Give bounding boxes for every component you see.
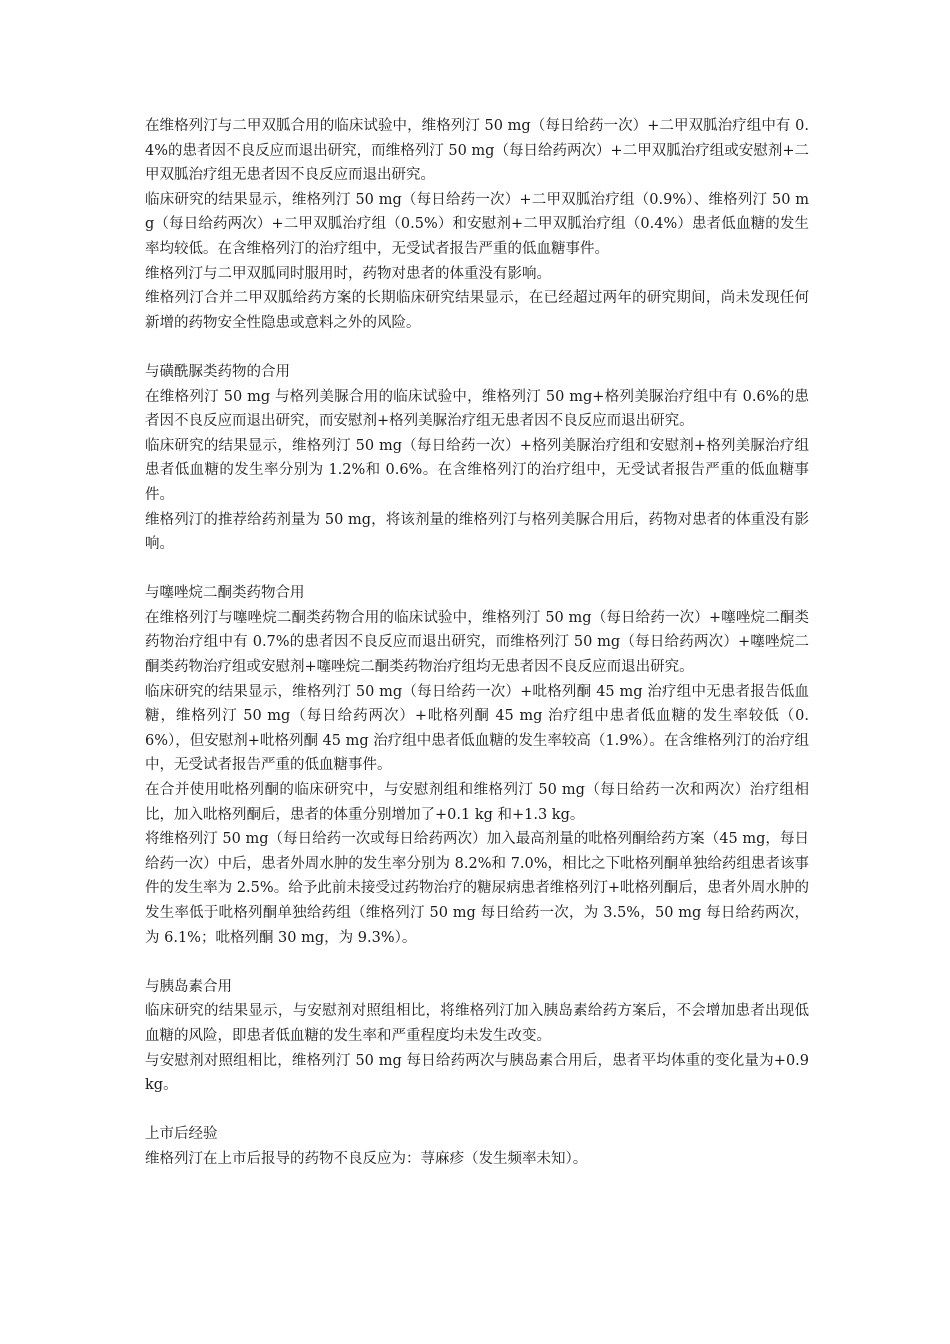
section-insulin [145, 975, 809, 1098]
paragraph: 与安慰剂对照组相比，维格列汀 50 mg 每日给药两次与胰岛素合用后，患者平均体重的变化量为+0.9 kg。 [145, 1052, 809, 1094]
section-heading: 上市后经验 [145, 1126, 218, 1143]
section-thiazolidinedione [145, 581, 809, 950]
paragraph: 维格列汀与二甲双胍同时服用时，药物对患者的体重没有影响。 [145, 265, 551, 282]
paragraph: 临床研究的结果显示，维格列汀 50 mg（每日给药一次）+二甲双胍治疗组（0.9%）、维格列汀 50 mg（每日给药两次）+二甲双胍治疗组（0.5%）和安慰剂+二甲双胍治疗组（0.4%）患者低血糖的发生率均较低。在含维格列汀的治疗组中，无受试者报告严重的低血糖事件。 [145, 191, 809, 257]
paragraph: 将维格列汀 50 mg（每日给药一次或每日给药两次）加入最高剂量的吡格列酮给药方案（45 mg，每日给药一次）中后，患者外周水肿的发生率分别为 8.2%和 7.0%，相比之下吡格列酮单独给药组患者该事件的发生率为 2.5%。给予此前未接受过药物治疗的糖尿病患者维格列汀+吡格列酮后，患者外周水肿的发生率低于吡格列酮单独给药组（维格列汀 50 mg 每日给药一次，为 3.5%，50 mg 每日给药两次，为 6.1%；吡格列酮 30 mg，为 9.3%）。 [145, 831, 809, 946]
paragraph: 在维格列汀与二甲双胍合用的临床试验中，维格列汀 50 mg（每日给药一次）+二甲双胍治疗组中有 0.4%的患者因不良反应而退出研究，而维格列汀 50 mg（每日给药两次）+二甲双胍治疗组或安慰剂+二甲双胍治疗组无患者因不良反应而退出研究。 [145, 118, 809, 184]
paragraph: 维格列汀在上市后报导的药物不良反应为：荨麻疹（发生频率未知）。 [145, 1150, 588, 1167]
section-heading: 与胰岛素合用 [145, 978, 232, 995]
paragraph: 临床研究的结果显示，维格列汀 50 mg（每日给药一次）+吡格列酮 45 mg 治疗组中无患者报告低血糖，维格列汀 50 mg（每日给药两次）+吡格列酮 45 mg 治疗组中患者低血糖的发生率较低（0.6%），但安慰剂+吡格列酮 45 mg 治疗组中患者低血糖的发生率较高（1.9%）。在含维格列汀的治疗组中，无受试者报告严重的低血糖事件。 [145, 683, 809, 774]
paragraph: 维格列汀的推荐给药剂量为 50 mg，将该剂量的维格列汀与格列美脲合用后，药物对患者的体重没有影响。 [145, 511, 809, 553]
paragraph: 在合并使用吡格列酮的临床研究中，与安慰剂组和维格列汀 50 mg（每日给药一次和两次）治疗组相比，加入吡格列酮后，患者的体重分别增加了+0.1 kg 和+1.3 kg。 [145, 782, 809, 823]
paragraph: 临床研究的结果显示，维格列汀 50 mg（每日给药一次）+格列美脲治疗组和安慰剂+格列美脲治疗组患者低血糖的发生率分别为 1.2%和 0.6%。在含维格列汀的治疗组中，无受试者报告严重的低血糖事件。 [145, 437, 809, 503]
paragraph: 在维格列汀 50 mg 与格列美脲合用的临床试验中，维格列汀 50 mg+格列美脲治疗组中有 0.6%的患者因不良反应而退出研究，而安慰剂+格列美脲治疗组无患者因不良反应而退出研究。 [145, 388, 809, 430]
section-postmarketing [145, 1122, 809, 1171]
section-spacer [145, 335, 809, 360]
document-body [145, 114, 809, 1172]
section-spacer [145, 950, 809, 975]
paragraph: 在维格列汀与噻唑烷二酮类药物合用的临床试验中，维格列汀 50 mg（每日给药一次）+噻唑烷二酮类药物治疗组中有 0.7%的患者因不良反应而退出研究，而维格列汀 50 mg（每日给药两次）+噻唑烷二酮类药物治疗组或安慰剂+噻唑烷二酮类药物治疗组均无患者因不良反应而退出研究。 [145, 609, 809, 676]
section-sulfonylurea [145, 360, 809, 557]
section-spacer [145, 1098, 809, 1123]
section-spacer [145, 557, 809, 582]
paragraph: 临床研究的结果显示，与安慰剂对照组相比，将维格列汀加入胰岛素给药方案后，不会增加患者出现低血糖的风险，即患者低血糖的发生率和严重程度均未发生改变。 [145, 1003, 809, 1044]
section-heading: 与磺酰脲类药物的合用 [145, 363, 290, 380]
paragraph: 维格列汀合并二甲双胍给药方案的长期临床研究结果显示，在已经超过两年的研究期间，尚未发现任何新增的药物安全性隐患或意料之外的风险。 [145, 290, 809, 331]
section-metformin [145, 114, 809, 335]
section-heading: 与噻唑烷二酮类药物合用 [145, 585, 305, 602]
